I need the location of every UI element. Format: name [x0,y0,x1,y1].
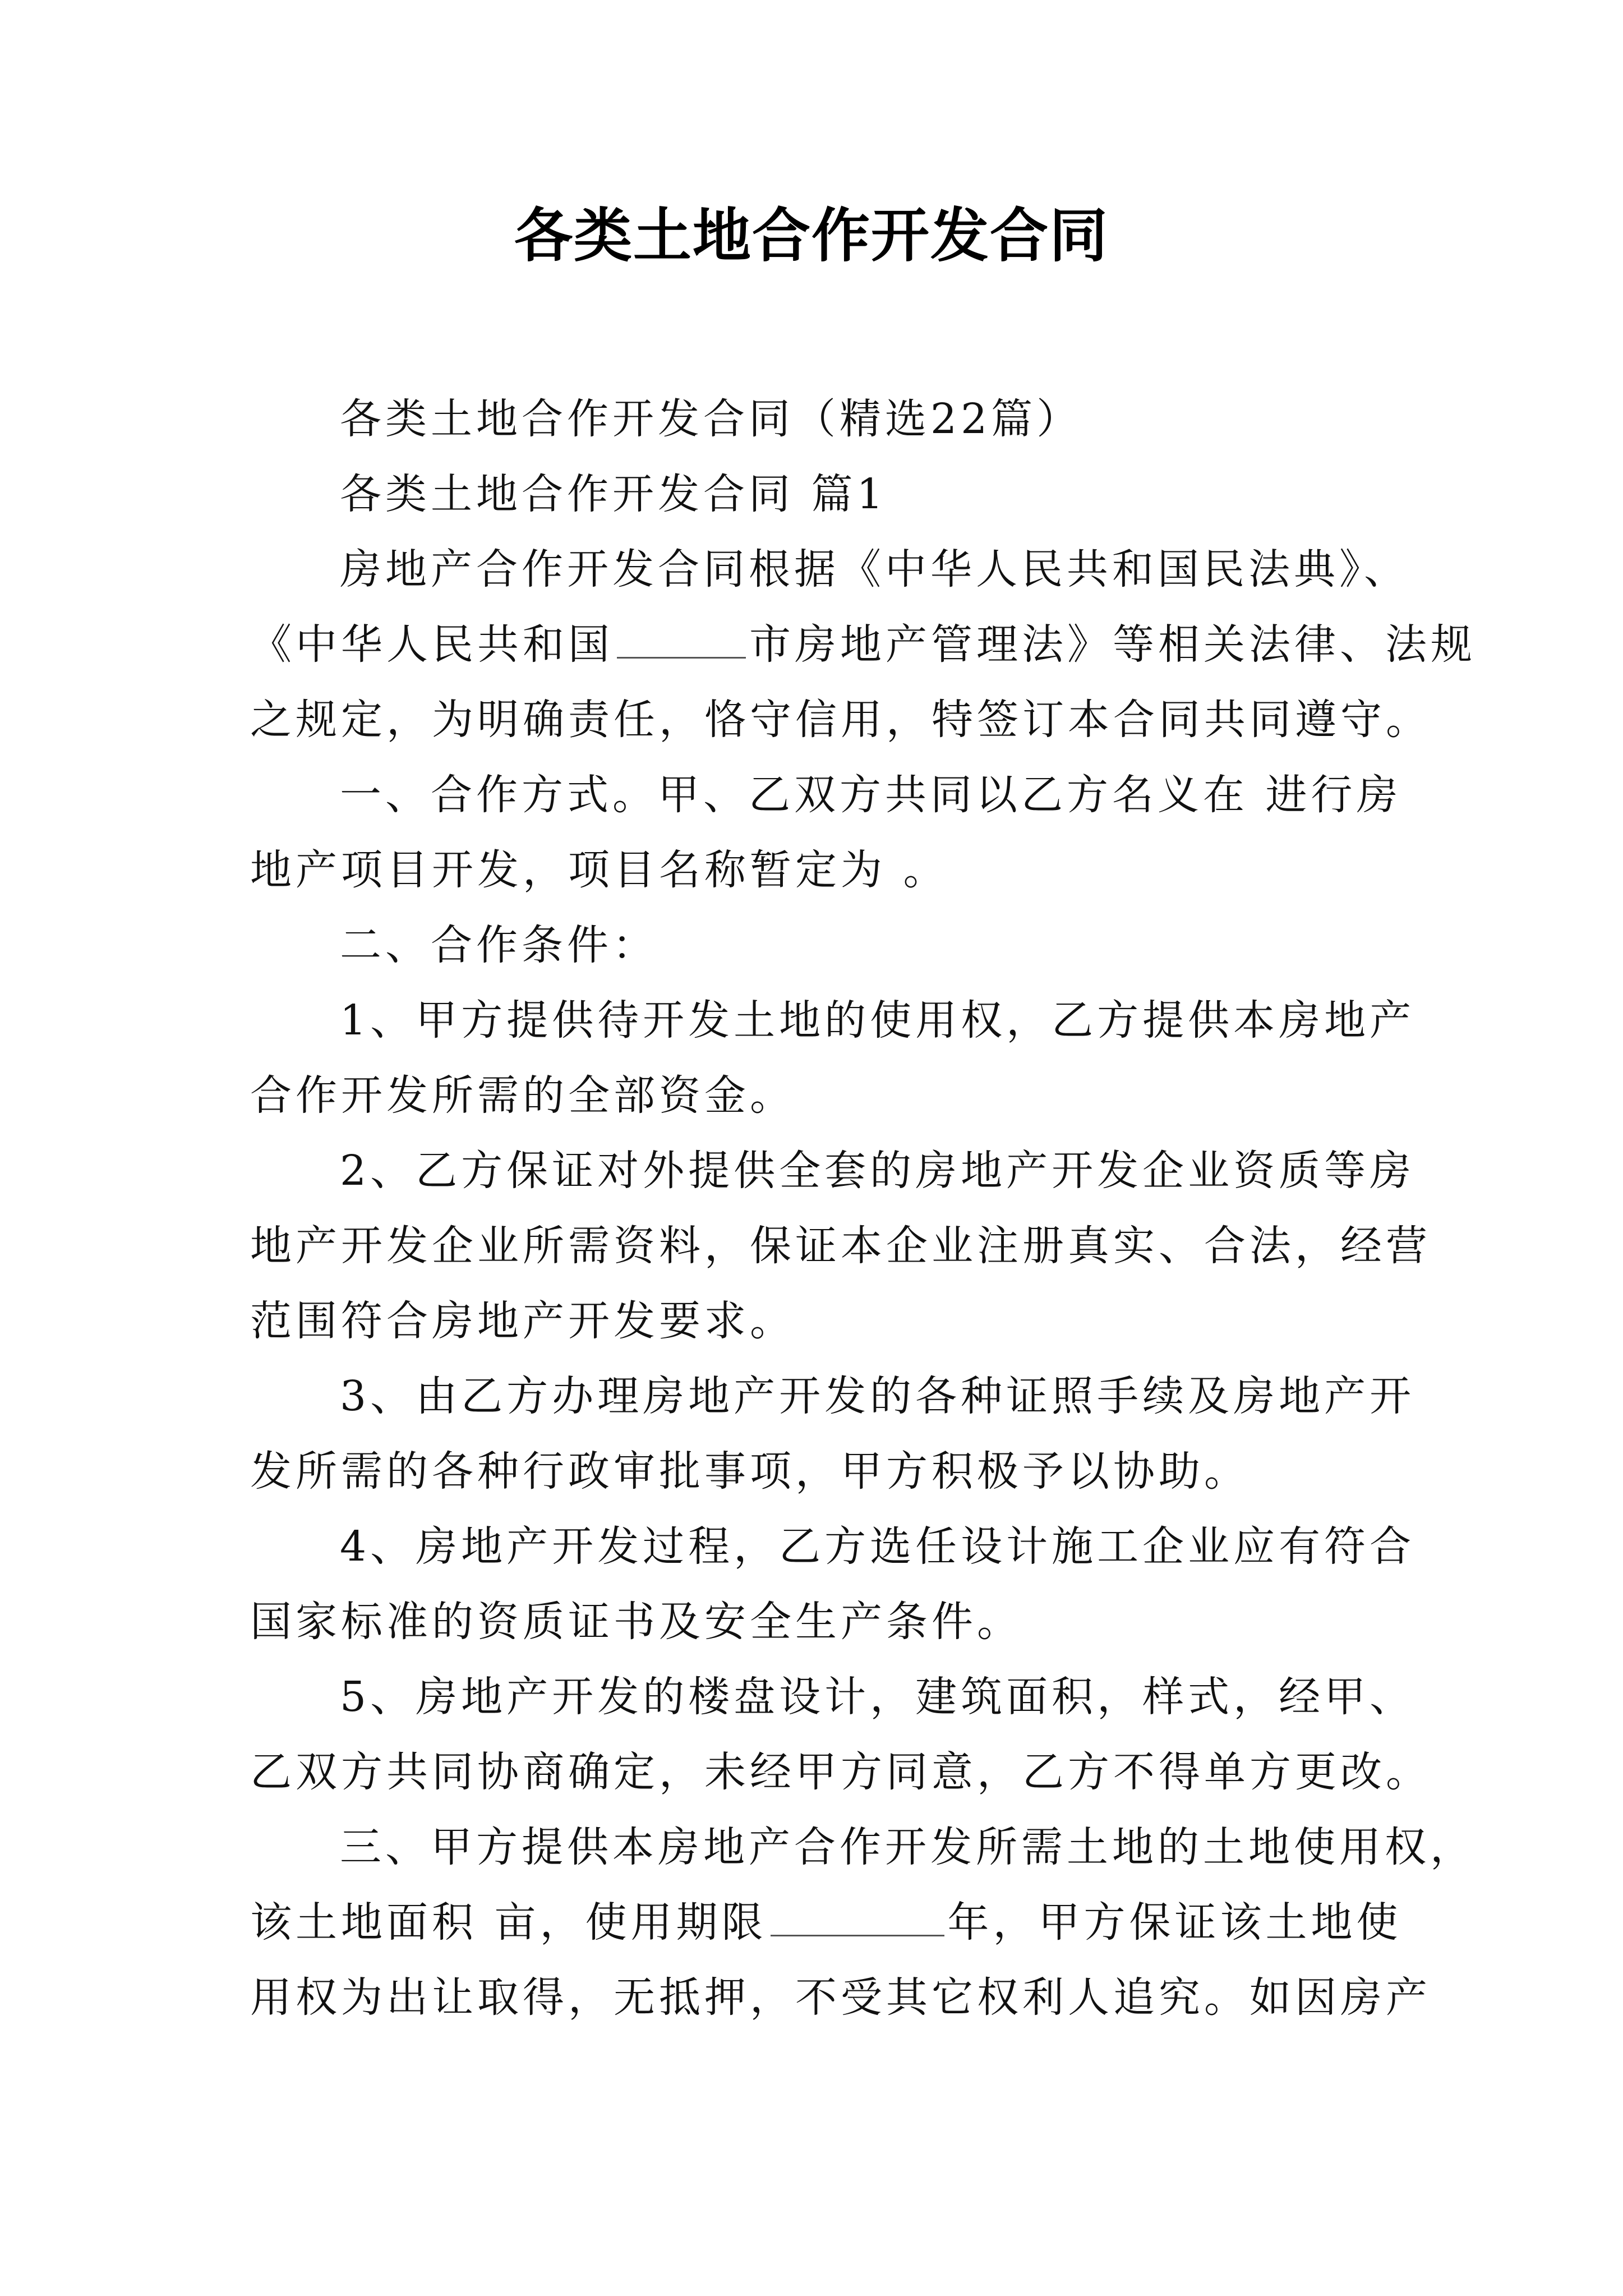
paragraph-line: 合作开发所需的全部资金。 [250,1071,795,1120]
fill-in-blank [617,623,746,659]
text-segment: 年，甲方保证该土地使 [947,1898,1402,1947]
paragraph-line: 4、房地产开发过程，乙方选任设计施工企业应有符合 [340,1522,1415,1571]
paragraph-line: 地产开发企业所需资料，保证本企业注册真实、合法，经营 [250,1222,1431,1270]
text-segment: 市房地产管理法》等相关法律、法规 [749,620,1476,669]
paragraph-line: 范围符合房地产开发要求。 [250,1297,795,1345]
document-title: 各类土地合作开发合同 [514,201,1109,270]
text-segment: 《中华人民共和国 [250,620,614,669]
paragraph-line: 二、合作条件： [340,921,658,969]
subtitle-line: 各类土地合作开发合同（精选22篇） [340,395,1082,443]
document-body [250,381,1476,2035]
section-heading-line: 各类土地合作开发合同 篇1 [340,470,887,518]
paragraph-line: 用权为出让取得，无抵押，不受其它权利人追究。如因房产 [250,1973,1431,2022]
paragraph-line-with-blank [250,1885,1402,1960]
paragraph-line: 一、合作方式。甲、乙双方共同以乙方名义在 进行房 [340,771,1402,819]
paragraph-line: 国家标准的资质证书及安全生产条件。 [250,1598,1022,1646]
paragraph-line: 1、甲方提供待开发土地的使用权，乙方提供本房地产 [340,996,1415,1045]
paragraph-line: 乙双方共同协商确定，未经甲方同意，乙方不得单方更改。 [250,1748,1431,1796]
paragraph-line: 三、甲方提供本房地产合作开发所需土地的土地使用权， [340,1823,1476,1871]
fill-in-blank [771,1901,944,1936]
paragraph-line: 之规定，为明确责任，恪守信用，特签订本合同共同遵守。 [250,696,1431,744]
paragraph-line: 发所需的各种行政审批事项，甲方积极予以协助。 [250,1447,1249,1496]
paragraph-line: 5、房地产开发的楼盘设计，建筑面积，样式，经甲、 [340,1673,1415,1721]
paragraph-line: 地产项目开发，项目名称暂定为 。 [250,846,949,894]
paragraph-line: 房地产合作开发合同根据《中华人民共和国民法典》、 [340,545,1409,593]
paragraph-line: 2、乙方保证对外提供全套的房地产开发企业资质等房 [340,1147,1415,1195]
text-segment: 该土地面积 亩，使用期限 [250,1898,767,1947]
paragraph-line: 3、由乙方办理房地产开发的各种证照手续及房地产开 [340,1372,1415,1420]
paragraph-line-with-blank [250,607,1476,682]
